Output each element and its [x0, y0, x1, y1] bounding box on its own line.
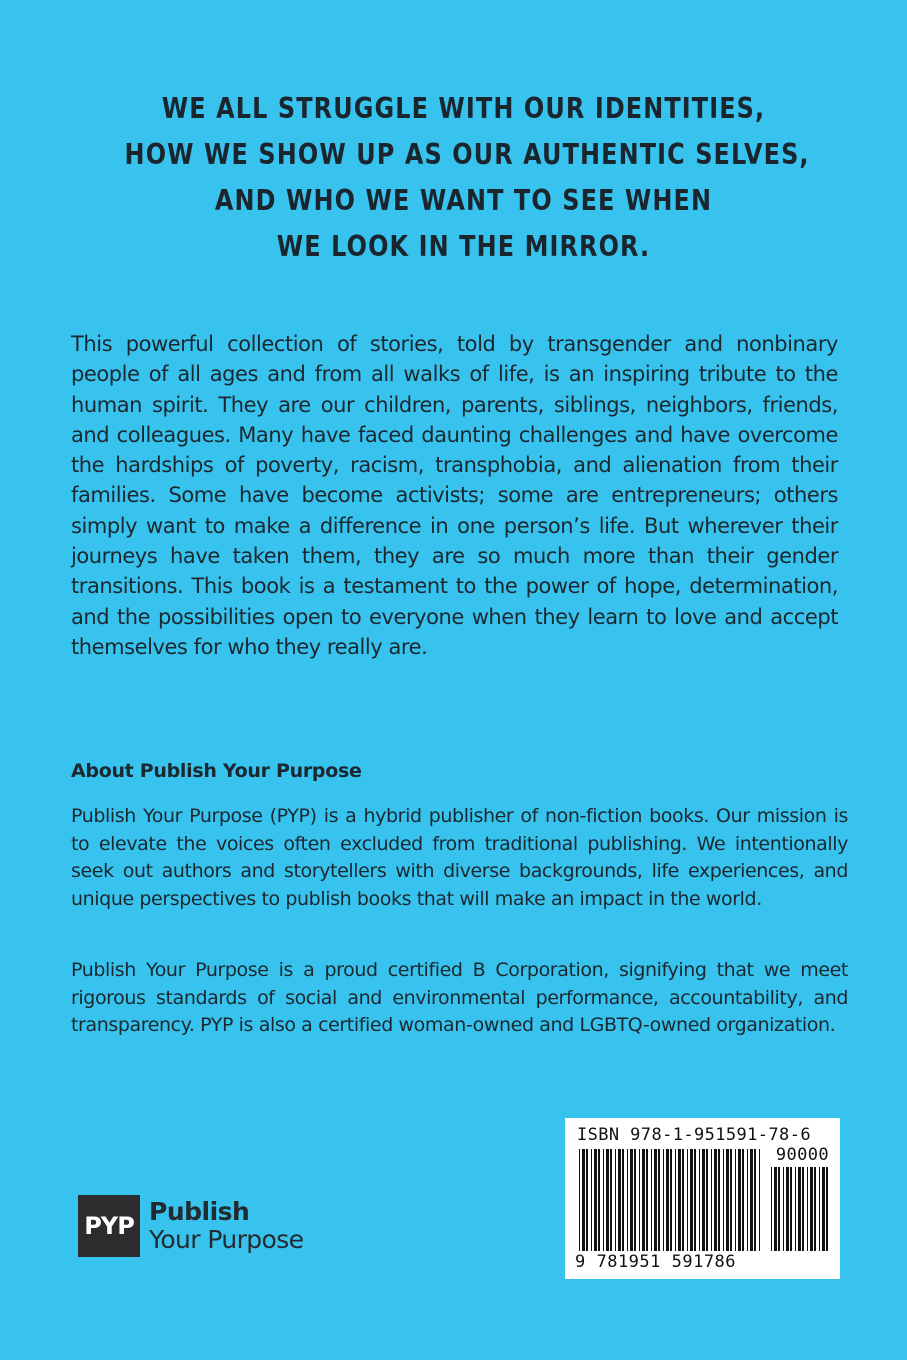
- barcode-bar: [802, 1167, 804, 1251]
- barcode-bar: [814, 1167, 816, 1251]
- barcode-bar: [819, 1167, 820, 1251]
- barcode-bar: [699, 1149, 700, 1251]
- barcode-bar: [678, 1149, 681, 1251]
- barcode-bar: [694, 1149, 696, 1251]
- barcode-bar: [786, 1167, 789, 1251]
- barcode-bar: [723, 1149, 724, 1251]
- barcode-bar: [754, 1149, 756, 1251]
- barcode-bar: [603, 1149, 604, 1251]
- publisher-wordmark: [149, 1198, 303, 1254]
- barcode-bar: [622, 1149, 624, 1251]
- barcode-bar: [594, 1149, 597, 1251]
- barcode-bar: [750, 1149, 753, 1251]
- barcode-bar: [747, 1149, 748, 1251]
- book-description: This powerful collection of stories, told by transgender and nonbinary people of all ages and from all walks of life, is an inspiring tribute to the human spirit. They are our children, parents, siblings, neighbors, friends, and colleagues. Many have faced daunting challenges and have overcome the hardships of poverty, racism, transphobia, and alienation from their families. Some have become activists; some are entrepreneurs; others simply want to make a difference in one person’s life. But wherever their journeys have taken them, they are so much more than their gender transitions. This book is a testament to the power of hope, determination, and the possibilities open to everyone when they learn to love and accept themselves for who they really are.: [71, 332, 838, 659]
- barcode-bar: [675, 1149, 676, 1251]
- barcode-bar: [774, 1167, 777, 1251]
- about-paragraph-2: Publish Your Purpose is a proud certified B Corporation, signifying that we meet rigorous standards of social and environmental performance, accountability, and transparency. PYP is also a certified woman-owned and LGBTQ-owned organization.: [71, 959, 848, 1037]
- pyp-logo-mark: PYP: [78, 1195, 140, 1257]
- barcode-bar: [822, 1167, 825, 1251]
- barcode-bar: [742, 1149, 744, 1251]
- barcode-bar: [666, 1149, 669, 1251]
- barcode-bar: [591, 1149, 592, 1251]
- barcode-bar: [810, 1167, 813, 1251]
- tagline-line-4: WE LOOK IN THE MIRROR.: [276, 230, 651, 263]
- barcode-bar: [658, 1149, 660, 1251]
- barcode-bar: [579, 1149, 580, 1251]
- barcode-bar: [759, 1149, 760, 1251]
- barcode-bar: [826, 1167, 828, 1251]
- barcode-bar: [807, 1167, 808, 1251]
- barcode-bar: [670, 1149, 672, 1251]
- barcode-bar: [642, 1149, 645, 1251]
- barcode-bar: [690, 1149, 693, 1251]
- barcode-bar: [654, 1149, 657, 1251]
- barcode-bar: [795, 1167, 796, 1251]
- barcode-bar: [702, 1149, 705, 1251]
- barcode-bar: [687, 1149, 688, 1251]
- barcode-bar: [606, 1149, 609, 1251]
- logo-line-publish: Publish: [149, 1197, 250, 1226]
- barcode-bar: [798, 1167, 801, 1251]
- about-heading: About Publish Your Purpose: [71, 760, 362, 782]
- barcode-bar: [778, 1167, 780, 1251]
- barcode-bar: [582, 1149, 585, 1251]
- logo-line-your-purpose: Your Purpose: [149, 1225, 304, 1254]
- tagline-line-2: HOW WE SHOW UP AS OUR AUTHENTIC SELVES,: [124, 138, 810, 171]
- tagline-line-1: WE ALL STRUGGLE WITH OUR IDENTITIES,: [161, 92, 766, 125]
- about-paragraph-1: Publish Your Purpose (PYP) is a hybrid publisher of non-fiction books. Our mission is to elevate the voices often excluded from traditional publishing. We intentionally seek out authors and storytellers with diverse backgrounds, life experiences, and unique perspectives to publish books that will make an impact in the world.: [71, 805, 848, 910]
- barcode-bar: [706, 1149, 708, 1251]
- barcode-bar: [682, 1149, 684, 1251]
- barcode-bar: [735, 1149, 736, 1251]
- barcode-bar: [627, 1149, 628, 1251]
- barcode-bar: [630, 1149, 633, 1251]
- barcode-bar: [615, 1149, 616, 1251]
- barcode-bar: [663, 1149, 664, 1251]
- barcode-digits: 9 781951 591786: [575, 1252, 737, 1272]
- barcode-bar: [634, 1149, 636, 1251]
- barcode-bar: [714, 1149, 717, 1251]
- barcode-bar: [610, 1149, 612, 1251]
- barcode-bar: [738, 1149, 741, 1251]
- barcode-bar: [730, 1149, 732, 1251]
- isbn-label: ISBN 978-1-951591-78-6: [577, 1125, 811, 1145]
- barcode-bar: [598, 1149, 600, 1251]
- barcode-bar: [586, 1149, 588, 1251]
- isbn-barcode: [565, 1118, 840, 1279]
- tagline-line-3: AND WHO WE WANT TO SEE WHEN: [214, 184, 713, 217]
- barcode-bar: [618, 1149, 621, 1251]
- barcode-bar: [783, 1167, 784, 1251]
- price-code: 90000: [775, 1145, 829, 1165]
- barcode-bar: [639, 1149, 640, 1251]
- barcode-bar: [711, 1149, 712, 1251]
- barcode-bar: [651, 1149, 652, 1251]
- barcode-bar: [790, 1167, 792, 1251]
- barcode-bar: [718, 1149, 720, 1251]
- barcode-bar: [646, 1149, 648, 1251]
- barcode-bar: [726, 1149, 729, 1251]
- barcode-bar: [771, 1167, 772, 1251]
- tagline: [124, 86, 810, 270]
- publisher-logo: [78, 1195, 303, 1257]
